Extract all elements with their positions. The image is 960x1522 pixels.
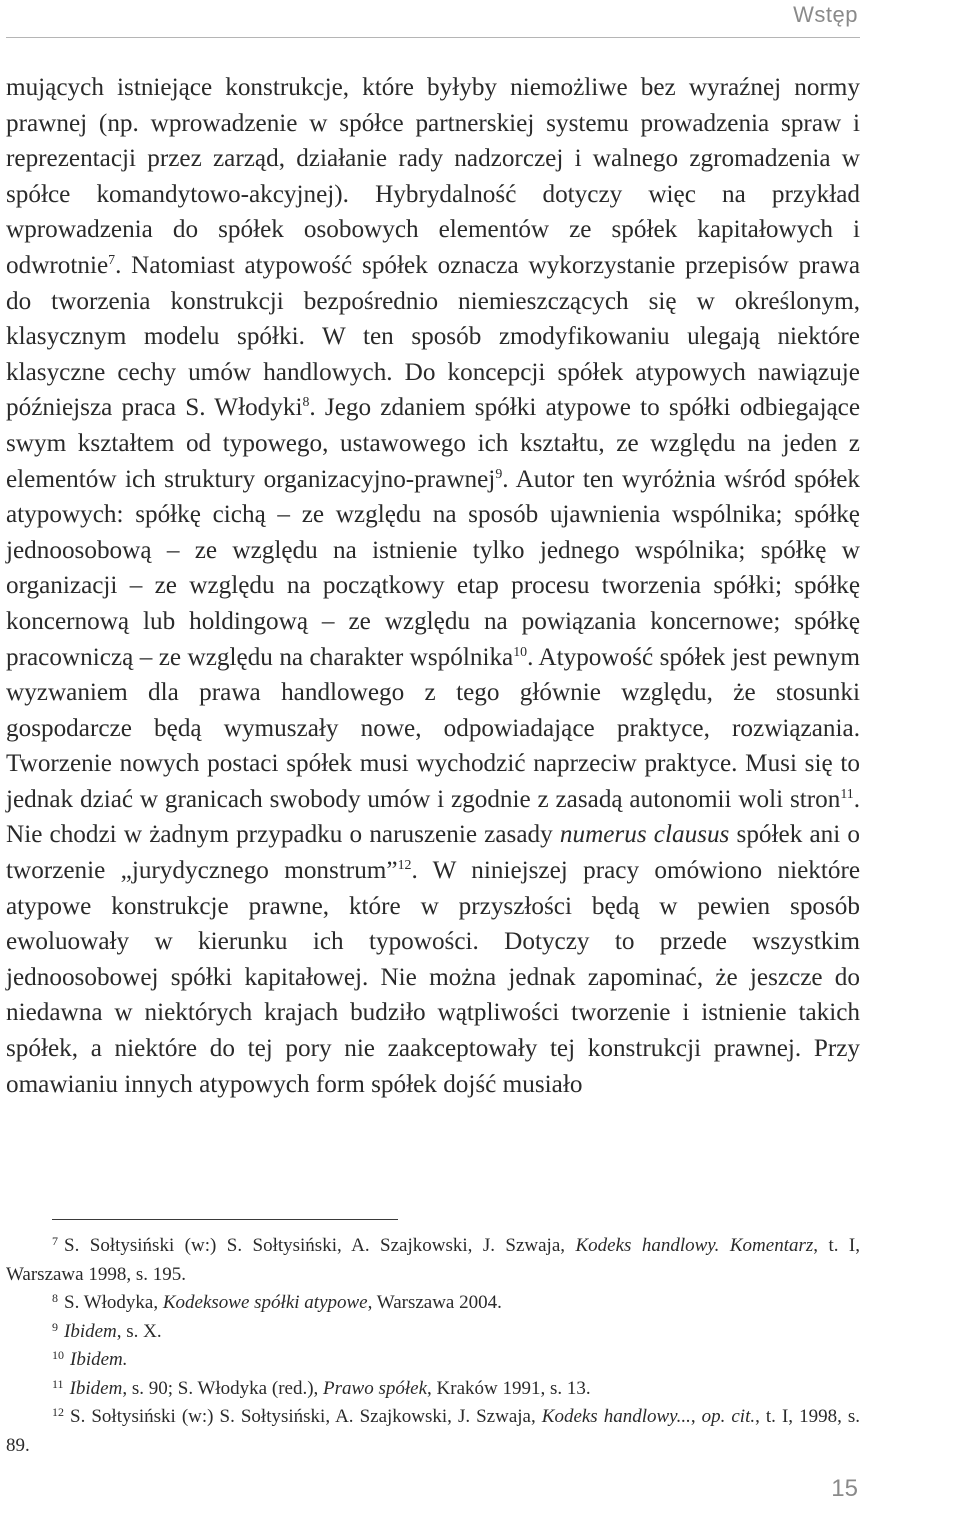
- page-number: 15: [831, 1475, 858, 1502]
- body-text-segment: . Jego zdaniem spółki atypowe to spółki odbiegające swym kształtem od typowego, ustawowego ich kształtu, ze względu na jeden z elementów ich struktury organizacyjno-prawnej: [6, 394, 860, 493]
- footnote-number: 7: [52, 1234, 58, 1248]
- body-text-segment: mujących istniejące konstrukcje, które byłyby niemożliwe bez wyraźnej normy prawnej (np. wprowadzenie w spółce partnerskiej systemu prowadzenia spraw i reprezentacji przez zarząd, działanie rady nadzorczej i walnego zgromadzenia w spółce komandytowo-akcyjnej). Hybrydalność dotyczy więc na przykład wprowadzenia do spółek osobowych elementów ze spółek kapitałowych i odwrotnie: [6, 74, 860, 279]
- footnote-number: 12: [52, 1405, 64, 1419]
- footnote-text: , s. X.: [116, 1320, 162, 1342]
- footnote-number: 11: [52, 1376, 64, 1391]
- footnote-ref-12: 12: [397, 857, 412, 873]
- footnote-ref-11: 11: [840, 785, 854, 801]
- footnote-text: , s. 90; S. Włodyka (red.),: [122, 1377, 324, 1399]
- footnote-ref-9: 9: [495, 465, 503, 481]
- body-text-segment: . Autor ten wyróżnia wśród spółek atypowych: spółkę cichą – ze względu na sposób ujawnienia wspólnika; spółkę jednoosobową – ze względu na istnienie tylko jednego wspólnika; spółkę w organizacji – ze względu na początkowy etap procesu tworzenia spółki; spółkę koncernową lub holdingową – ze względu na powiązania koncernowe; spółkę pracowniczą – ze względu na charakter wspólnika: [6, 465, 860, 671]
- footnote-text: , t. I, 1998, s. 89.: [6, 1406, 860, 1456]
- body-text-segment: . Atypowość spółek jest pewnym wyzwaniem dla prawa handlowego z tego głównie względu, że stosunki gospodarcze będą wymuszały nowe, odpowiadające praktyce, rozwiązania. Tworzenie nowych postaci spółek musi wychodzić naprzeciw praktyce. Musi się to jednak dziać w granicach swobody umów i zgodnie z zasadą autonomii woli stron: [6, 643, 860, 813]
- footnote-title: Kodeksowe spółki atypowe: [162, 1292, 368, 1313]
- footnote-8: [6, 1289, 860, 1318]
- body-text-segment: spółek ani o tworzenie „jurydycznego monstrum”: [6, 821, 860, 885]
- footnote-title: Kodeks handlowy...: [541, 1406, 691, 1427]
- footnote-rule: [52, 1219, 398, 1220]
- footnote-text: S. Sołtysiński (w:) S. Sołtysiński, A. Szajkowski, J. Szwaja,: [70, 1406, 542, 1427]
- latin-term: numerus clausus: [559, 821, 730, 849]
- body-text-segment: . Nie chodzi w żadnym przypadku o naruszenie zasady: [6, 785, 860, 849]
- body-paragraph: [6, 70, 860, 1102]
- header-rule: [6, 37, 860, 38]
- body-text-segment: . W niniejszej pracy omówiono niektóre atypowe konstrukcje prawne, które w przyszłości będą w pewien sposób ewoluowały w kierunku ich typowości. Dotyczy to przede wszystkim jednoosobowej spółki kapitałowej. Nie można jednak zapominać, że jeszcze do niedawna w niektórych krajach budziło wątpliwości tworzenie i istnienie takich spółek, a niektóre do tej pory nie zaakceptowały tej konstrukcji prawnej. Przy omawianiu innych atypowych form spółek dojść musiało: [6, 857, 861, 1098]
- running-head-title: Wstęp: [793, 2, 858, 27]
- footnote-11: [6, 1375, 860, 1404]
- footnote-ref-7: 7: [108, 251, 116, 267]
- footnote-title: Kodeks handlowy. Komentarz: [575, 1235, 814, 1256]
- footnote-text: , t. I, Warszawa 1998, s. 195.: [6, 1235, 860, 1285]
- footnote-10: [6, 1346, 860, 1375]
- footnote-title: Ibidem: [69, 1377, 123, 1399]
- footnote-text: S. Sołtysiński (w:) S. Sołtysiński, A. Szajkowski, J. Szwaja,: [64, 1235, 576, 1256]
- footnote-text: , Warszawa 2004.: [367, 1292, 502, 1313]
- footnotes-section: [6, 1232, 860, 1460]
- footnote-title: Ibidem.: [70, 1349, 128, 1370]
- footnote-title: op. cit.: [701, 1406, 756, 1427]
- footnote-12: [6, 1403, 860, 1460]
- footnote-title: Ibidem: [64, 1320, 117, 1342]
- footnote-text: , Kraków 1991, s. 13.: [427, 1377, 591, 1399]
- footnote-7: [6, 1232, 860, 1289]
- footnote-text: ,: [690, 1406, 702, 1427]
- footnote-title: Prawo spółek: [323, 1377, 428, 1399]
- footnote-number: 10: [52, 1348, 64, 1362]
- footnote-number: 8: [52, 1291, 58, 1305]
- footnote-number: 9: [52, 1319, 58, 1334]
- footnote-ref-8: 8: [302, 394, 310, 410]
- footnote-text: S. Włodyka,: [64, 1292, 163, 1313]
- footnote-ref-10: 10: [513, 643, 528, 659]
- body-text-segment: . Natomiast atypowość spółek oznacza wykorzystanie przepisów prawa do tworzenia konstrukcji bezpośrednio niemieszczących się w określonym, klasycznym modelu spółki. W ten sposób zmodyfikowaniu ulegają niektóre klasyczne cechy umów handlowych. Do koncepcji spółek atypowych nawiązuje późniejsza praca S. Włodyki: [6, 251, 860, 422]
- footnote-9: [6, 1318, 860, 1347]
